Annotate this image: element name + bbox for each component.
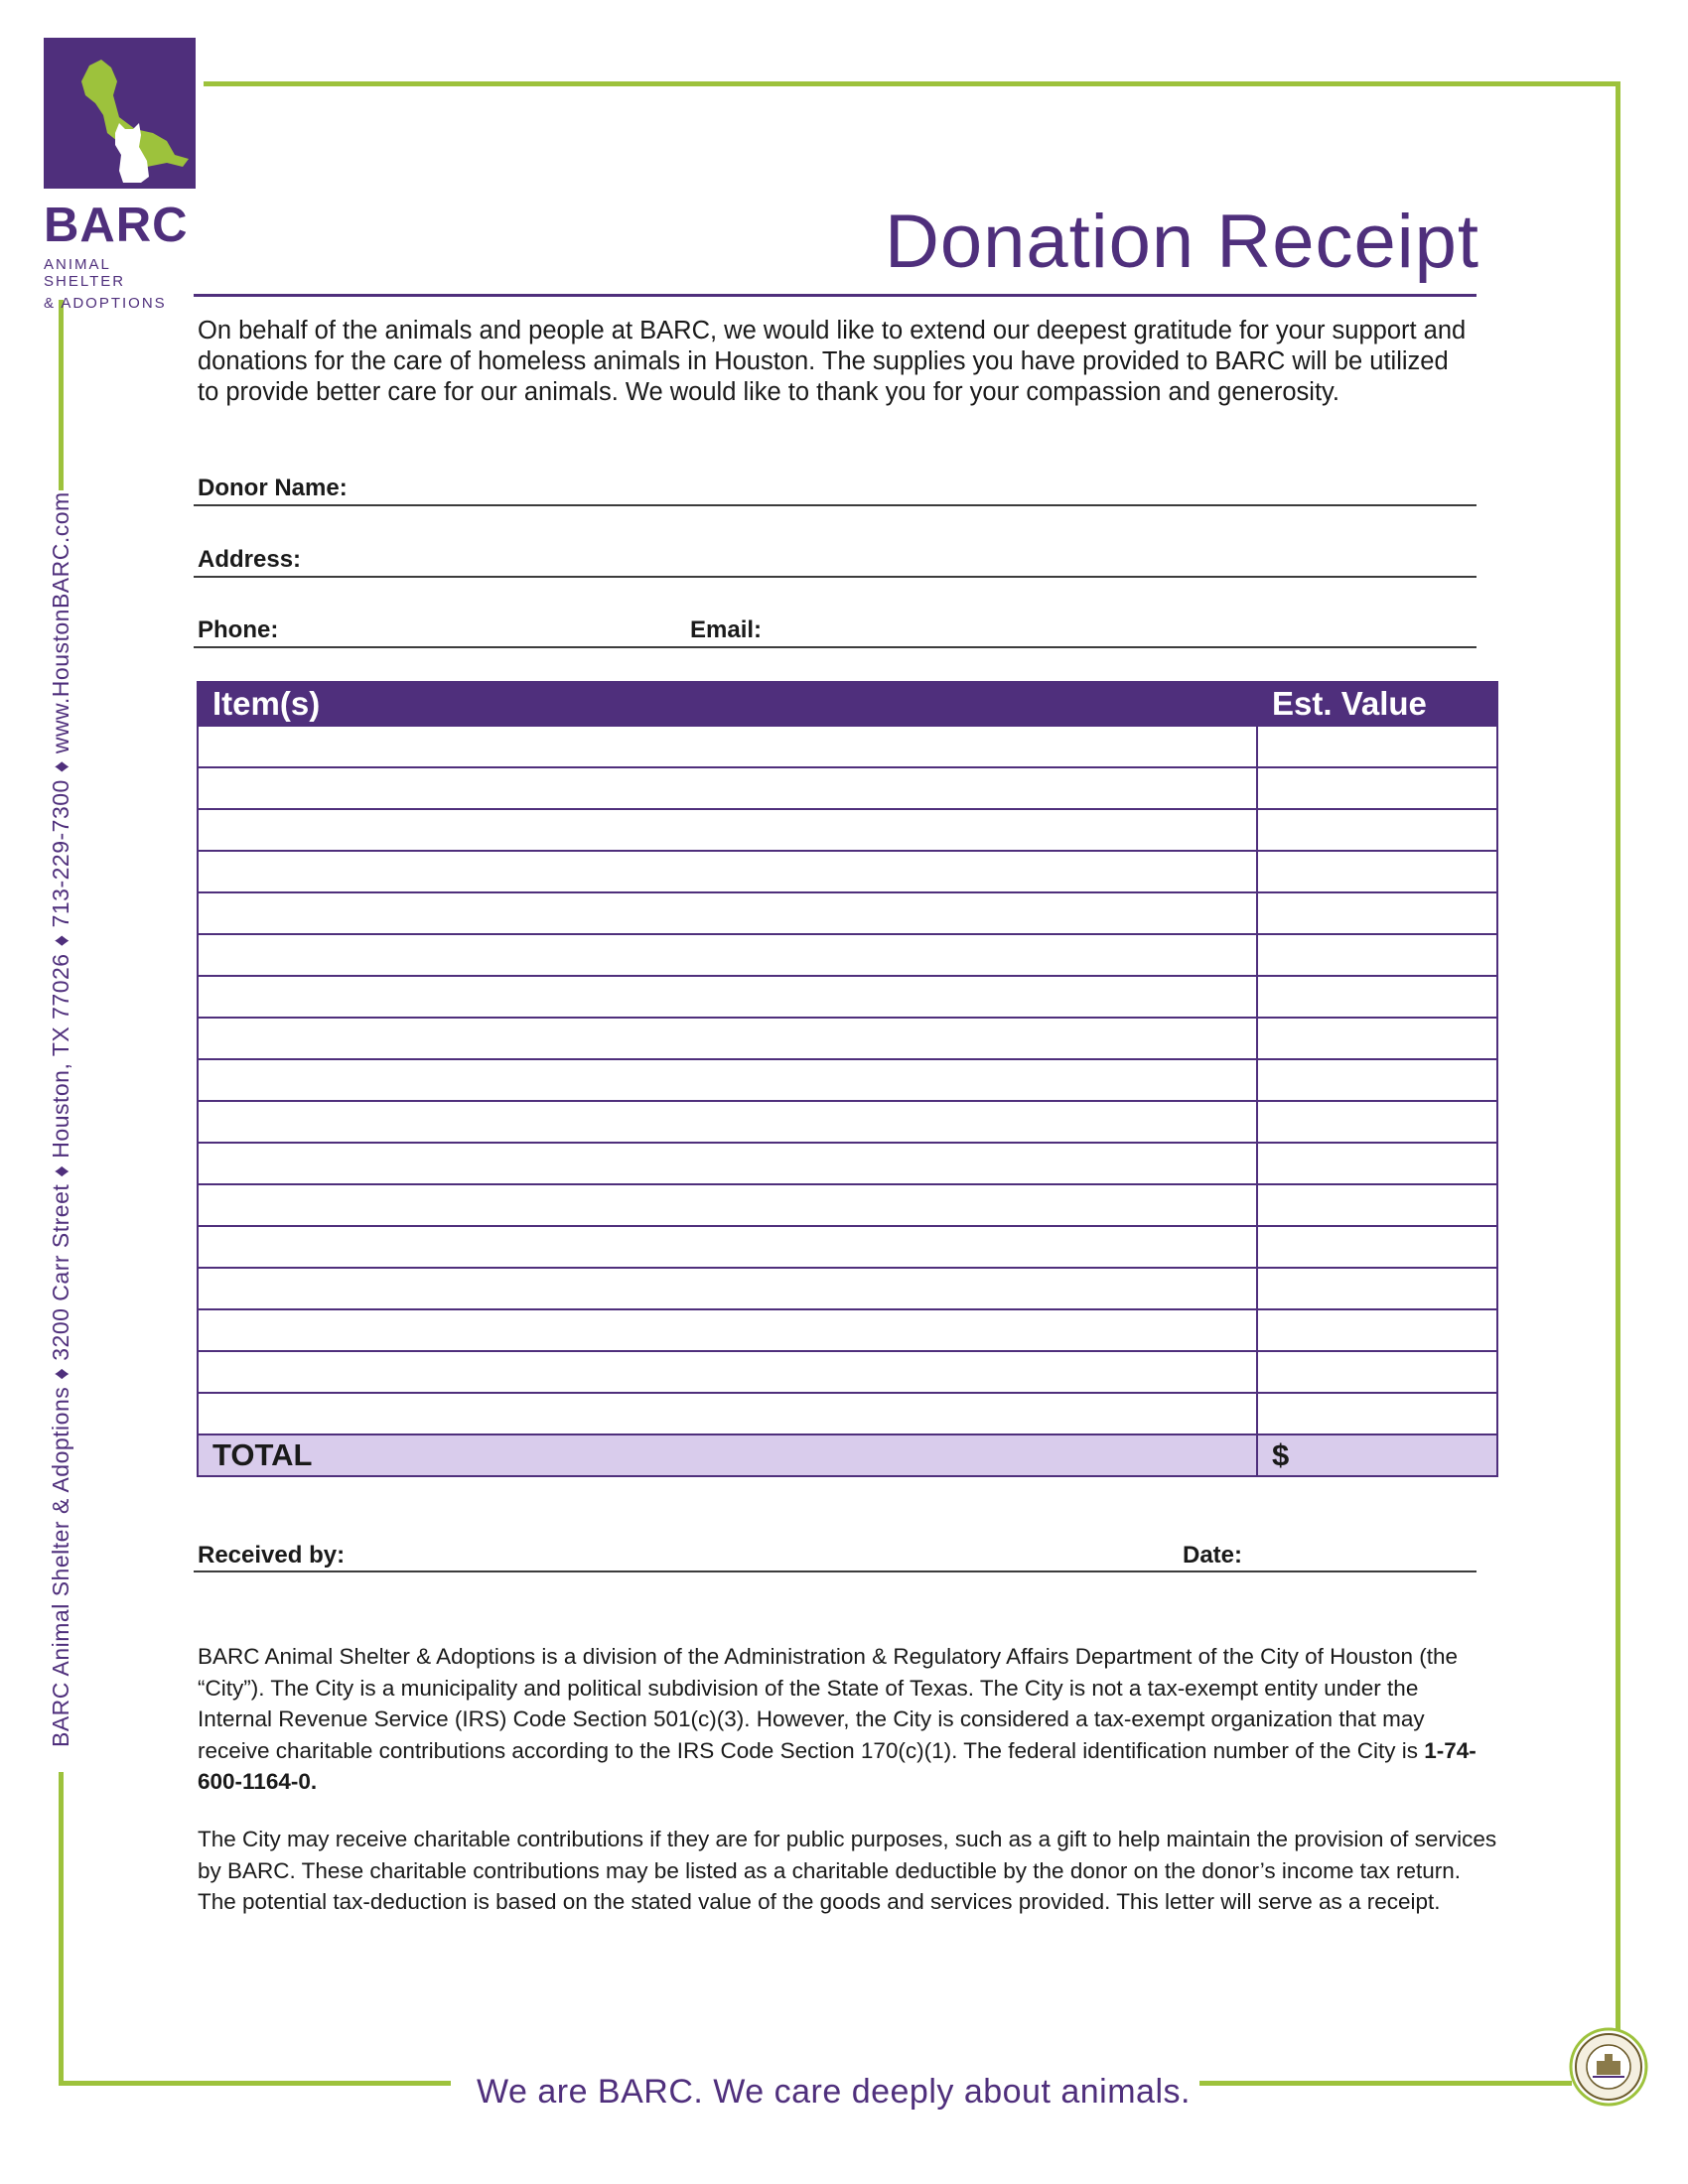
value-cell[interactable] (1257, 851, 1497, 892)
items-column-header: Item(s) (198, 682, 1257, 726)
item-cell[interactable] (198, 1393, 1257, 1434)
received-by-label: Received by: (198, 1542, 346, 1569)
sidebar-contact-info: BARC Animal Shelter & Adoptions ♦ 3200 Carr Street ♦ Houston, TX 77026 ♦ 713-229-7300 ♦ www.HoustonBARC.com (48, 491, 73, 1747)
table-row (198, 851, 1497, 892)
table-row (198, 976, 1497, 1018)
value-cell[interactable] (1257, 1351, 1497, 1393)
phone-label: Phone: (198, 616, 279, 643)
item-cell[interactable] (198, 726, 1257, 767)
address-label: Address: (198, 546, 302, 573)
item-cell[interactable] (198, 809, 1257, 851)
value-cell[interactable] (1257, 1101, 1497, 1143)
title-divider (194, 294, 1477, 297)
item-cell[interactable] (198, 1351, 1257, 1393)
value-cell[interactable] (1257, 1059, 1497, 1101)
value-cell[interactable] (1257, 892, 1497, 934)
table-row (198, 1268, 1497, 1309)
item-cell[interactable] (198, 1101, 1257, 1143)
table-row (198, 892, 1497, 934)
table-row (198, 1143, 1497, 1184)
phone-email-line[interactable] (194, 646, 1477, 648)
value-cell[interactable] (1257, 1268, 1497, 1309)
item-cell[interactable] (198, 1143, 1257, 1184)
footer-tagline: We are BARC. We care deeply about animals. (477, 2073, 1191, 2111)
legal-paragraph-1 (198, 1641, 1498, 1798)
dog-cat-logo-icon (44, 38, 196, 189)
brand-subtitle-line1: ANIMAL SHELTER (44, 256, 126, 290)
table-row (198, 1393, 1497, 1434)
item-cell[interactable] (198, 1184, 1257, 1226)
received-by-line[interactable] (194, 1570, 1477, 1572)
value-cell[interactable] (1257, 1309, 1497, 1351)
value-cell[interactable] (1257, 726, 1497, 767)
address-line[interactable] (194, 576, 1477, 578)
date-label: Date: (1183, 1542, 1243, 1569)
city-of-houston-seal-icon (1569, 2027, 1648, 2107)
legal-text-1: BARC Animal Shelter & Adoptions is a division of the Administration & Regulatory Affairs Department of the City of Houston (the “City”). The City is a municipality and political subdivision of the State of Texas. The City is not a tax-exempt entity under the Internal Revenue Service (IRS) Code Section 501(c)(3). However, the City is considered a tax-exempt organization that may receive charitable contributions according to the IRS Code Section 170(c)(1). The federal identification number of the City is (198, 1644, 1458, 1763)
intro-paragraph: On behalf of the animals and people at BARC, we would like to extend our deepest gratitude for your support and donations for the care of homeless animals in Houston. The supplies you have provided to BARC will be utilized to provide better care for our animals. We would like to thank you for your compassion and generosity. (198, 317, 1467, 406)
item-cell[interactable] (198, 1226, 1257, 1268)
table-row (198, 1018, 1497, 1059)
page-title: Donation Receipt (884, 200, 1479, 284)
total-label: TOTAL (198, 1434, 1257, 1476)
value-cell[interactable] (1257, 1393, 1497, 1434)
table-row (198, 726, 1497, 767)
donor-name-label: Donor Name: (198, 475, 348, 501)
value-cell[interactable] (1257, 809, 1497, 851)
est-value-column-header: Est. Value (1257, 682, 1497, 726)
item-cell[interactable] (198, 892, 1257, 934)
table-row (198, 1184, 1497, 1226)
brand-subtitle-line2: & ADOPTIONS (44, 295, 167, 312)
item-cell[interactable] (198, 1018, 1257, 1059)
item-cell[interactable] (198, 976, 1257, 1018)
frame-top-line (204, 81, 1620, 86)
item-cell[interactable] (198, 1309, 1257, 1351)
federal-id-number: 1-74-600-1164-0. (198, 1737, 1477, 1794)
value-cell[interactable] (1257, 1184, 1497, 1226)
value-cell[interactable] (1257, 976, 1497, 1018)
item-cell[interactable] (198, 767, 1257, 809)
table-row (198, 809, 1497, 851)
table-row (198, 1101, 1497, 1143)
value-cell[interactable] (1257, 767, 1497, 809)
value-cell[interactable] (1257, 934, 1497, 976)
donor-name-line[interactable] (194, 504, 1477, 506)
item-cell[interactable] (198, 1268, 1257, 1309)
frame-right-line (1616, 81, 1620, 2032)
item-cell[interactable] (198, 934, 1257, 976)
table-row (198, 934, 1497, 976)
table-row (198, 1351, 1497, 1393)
item-cell[interactable] (198, 1059, 1257, 1101)
total-value[interactable]: $ (1257, 1434, 1497, 1476)
frame-bottom-right-line (1199, 2081, 1572, 2086)
table-header-row (198, 682, 1497, 726)
table-row (198, 1059, 1497, 1101)
item-cell[interactable] (198, 851, 1257, 892)
value-cell[interactable] (1257, 1018, 1497, 1059)
brand-name: BARC (44, 199, 189, 252)
barc-logo (44, 38, 198, 312)
frame-left-lower-line (59, 1772, 64, 2086)
items-table (197, 681, 1498, 1477)
table-row (198, 1226, 1497, 1268)
email-label: Email: (690, 616, 763, 643)
table-row (198, 767, 1497, 809)
value-cell[interactable] (1257, 1143, 1497, 1184)
legal-paragraph-2: The City may receive charitable contributions if they are for public purposes, such as a gift to help maintain the provision of services by BARC. These charitable contributions may be listed as a charitable deductible by the donor on the donor’s income tax return. The potential tax-deduction is based on the stated value of the goods and services provided. This letter will serve as a receipt. (198, 1827, 1497, 1914)
frame-bottom-left-line (59, 2081, 451, 2086)
table-row (198, 1309, 1497, 1351)
value-cell[interactable] (1257, 1226, 1497, 1268)
frame-left-upper-line (59, 300, 64, 490)
total-row (198, 1434, 1497, 1476)
